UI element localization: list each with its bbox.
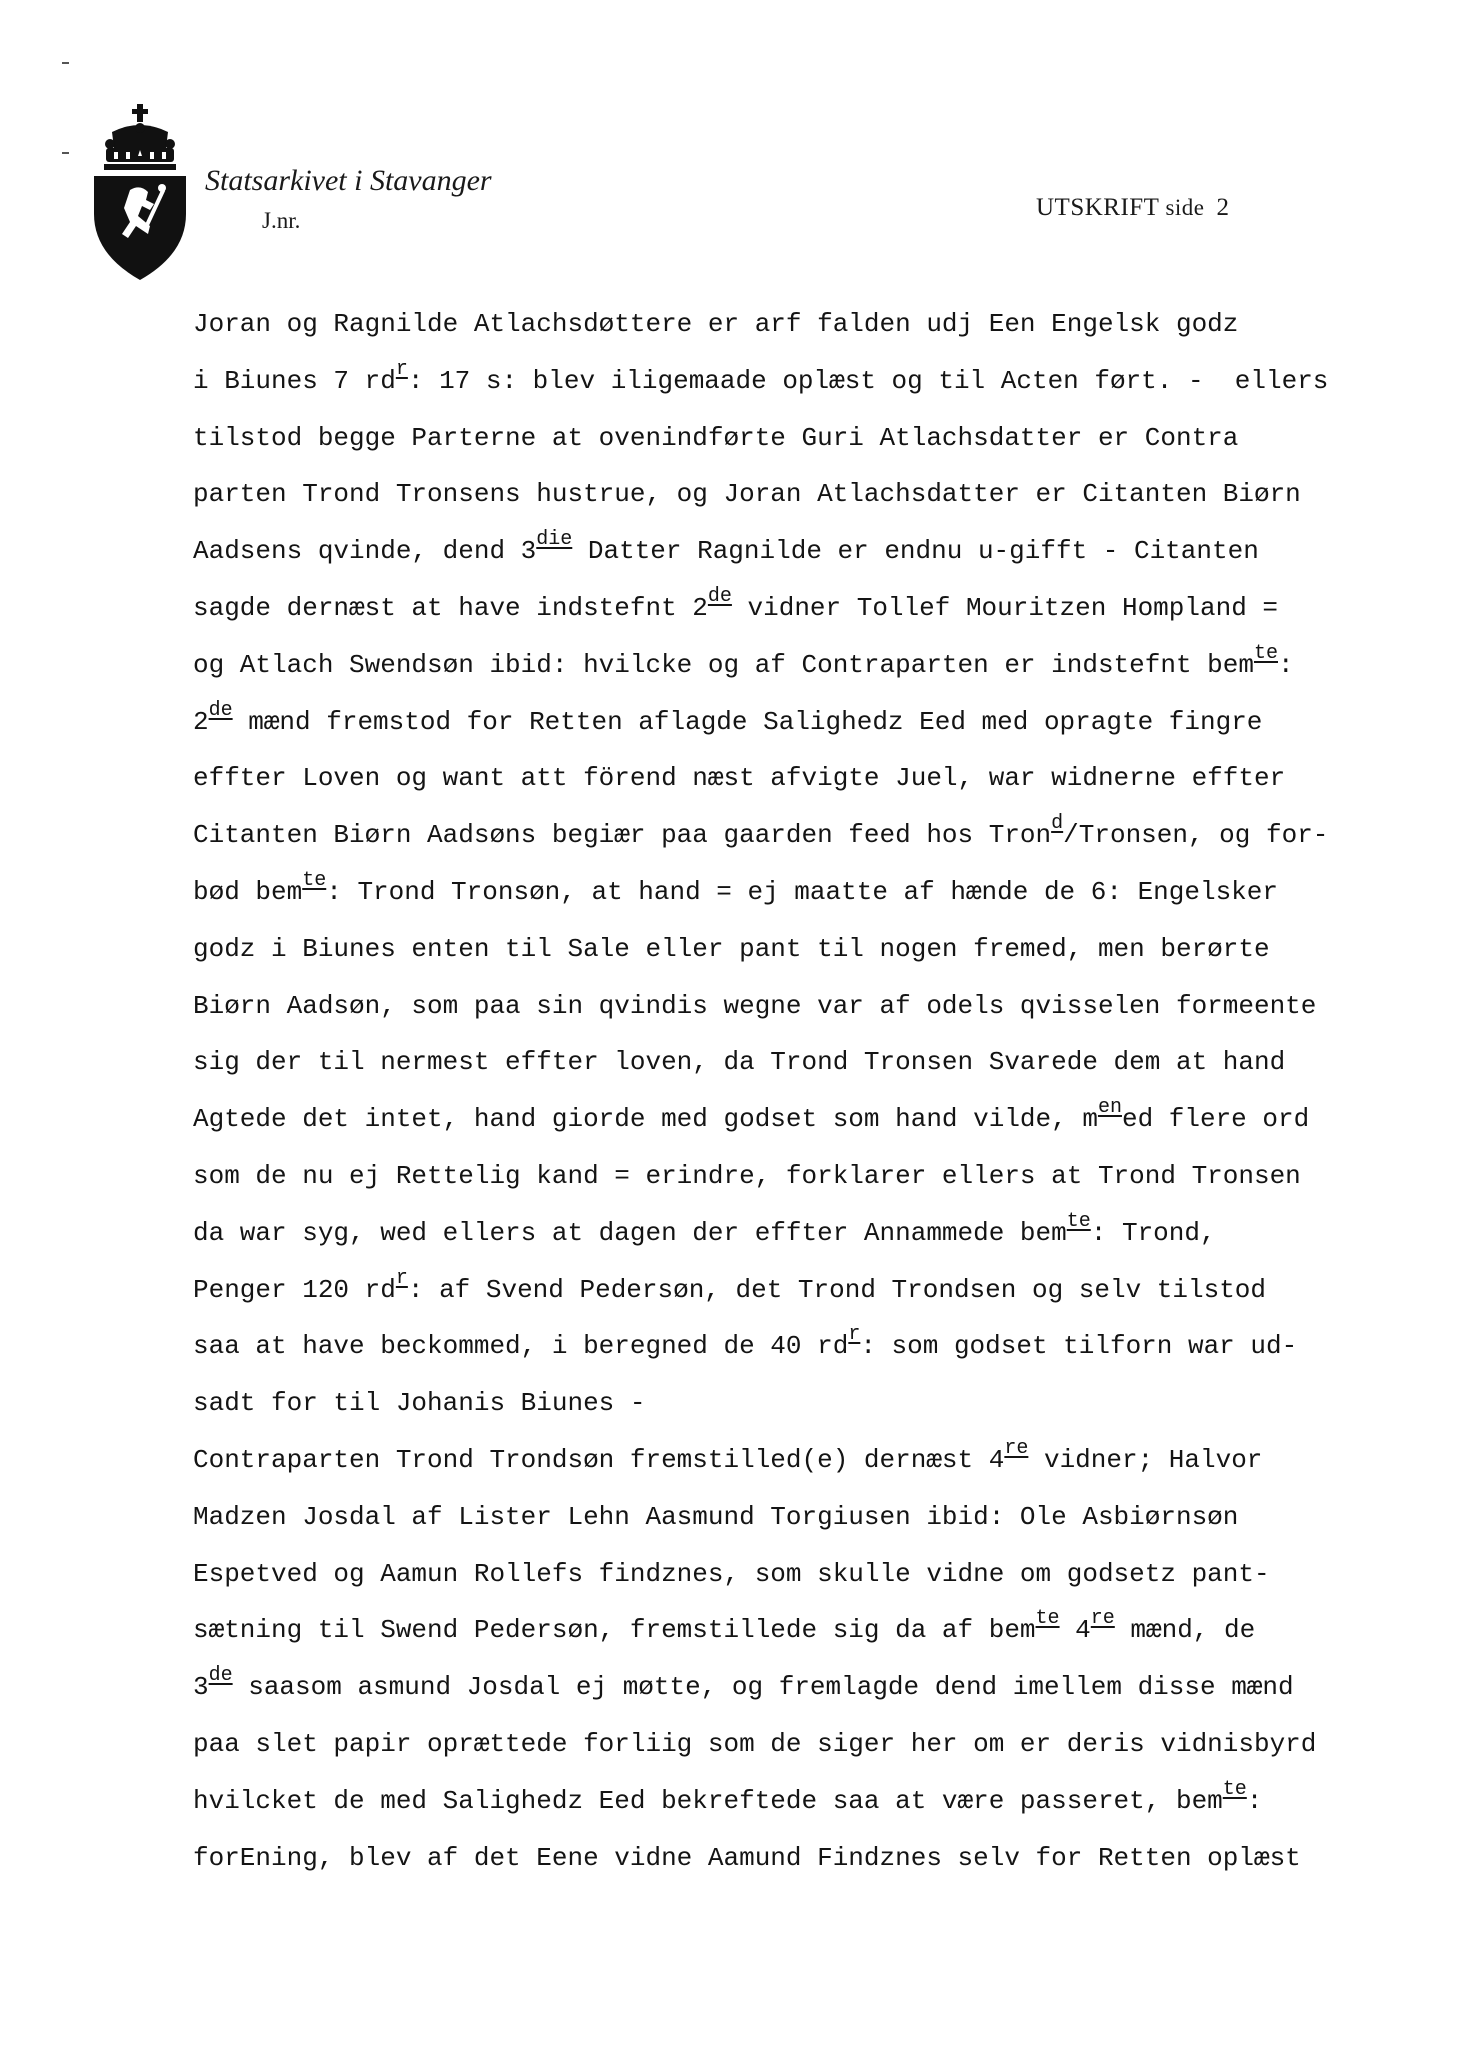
transcript-line <box>193 1489 1443 1546</box>
line-text: : Trond, <box>1090 1217 1216 1248</box>
margin-tick <box>62 62 69 64</box>
transcript-line <box>193 1091 1443 1148</box>
line-text: Citanten Biørn Aadsøns begiær paa gaarden feed hos Tron <box>193 820 1052 851</box>
superscript-abbreviation: en <box>1097 1096 1122 1120</box>
transcript-line <box>193 1034 1443 1091</box>
transcript-line <box>193 410 1443 467</box>
transcript-line <box>193 1432 1443 1489</box>
line-text: Agtede det intet, hand giorde med godset som hand vilde, m <box>193 1104 1098 1135</box>
line-text: Contraparten Trond Trondsøn fremstilled(e) dernæst 4 <box>193 1444 1005 1475</box>
transcript-line <box>193 978 1443 1035</box>
page-number: 2 <box>1216 194 1230 221</box>
line-text: Datter Ragnilde er endnu u-gifft - Citanten <box>572 536 1259 567</box>
line-text: mænd, de <box>1114 1615 1256 1646</box>
transcript-body <box>193 296 1443 1886</box>
line-text: tilstod begge Parterne at ovenindførte Guri Atlachsdatter er Contra <box>193 422 1239 453</box>
transcript-line <box>193 807 1443 864</box>
line-text: da war syg, wed ellers at dagen der effter Annammede bem <box>193 1217 1067 1248</box>
line-text: parten Trond Tronsens hustrue, og Joran Atlachsdatter er Citanten Biørn <box>193 479 1301 510</box>
transcript-line <box>193 580 1443 637</box>
line-text: : <box>1246 1785 1263 1816</box>
page-header-label <box>1036 194 1230 222</box>
transcript-line <box>193 1262 1443 1319</box>
line-text: : <box>1278 649 1294 680</box>
transcript-line <box>193 353 1443 410</box>
archive-name: Statsarkivet i Stavanger <box>205 164 492 197</box>
transcript-line <box>193 921 1443 978</box>
transcript-line <box>193 1148 1443 1205</box>
line-text: Joran og Ragnilde Atlachsdøttere er arf falden udj Een Engelsk godz <box>193 309 1239 339</box>
superscript-abbreviation: re <box>1004 1436 1029 1460</box>
transcript-line <box>193 1318 1443 1375</box>
line-text: : 17 s: blev iligemaade oplæst og til Acten ført. - ellers <box>407 365 1329 396</box>
transcript-line <box>193 1375 1443 1432</box>
superscript-abbreviation: de <box>208 698 233 722</box>
line-text: vidner Tollef Mouritzen Hompland = <box>731 592 1278 623</box>
line-text: mænd fremstod for Retten aflagde Salighedz Eed med opragte fingre <box>232 706 1263 737</box>
line-text: som de nu ej Rettelig kand = erindre, forklarer ellers at Trond Tronsen <box>193 1160 1301 1191</box>
line-text: Espetved og Aamun Rollefs findznes, som skulle vidne om godsetz pant- <box>193 1558 1270 1589</box>
transcript-line <box>193 1602 1443 1659</box>
superscript-abbreviation: de <box>707 584 732 608</box>
superscript-abbreviation: te <box>1066 1209 1091 1233</box>
margin-tick <box>62 152 69 154</box>
line-text: hvilcket de med Salighedz Eed bekreftede saa at være passeret, bem <box>193 1785 1223 1816</box>
line-text: 3 <box>193 1672 209 1703</box>
line-text: Biørn Aadsøn, som paa sin qvindis wegne var af odels qvisselen formeente <box>193 990 1317 1021</box>
line-text: : Trond Tronsøn, at hand = ej maatte af hænde de 6: Engelsker <box>326 876 1278 907</box>
superscript-abbreviation: te <box>302 868 327 892</box>
line-text: 4 <box>1059 1615 1091 1646</box>
line-text: og Atlach Swendsøn ibid: hvilcke og af Contraparten er indstefnt bem <box>193 649 1254 680</box>
line-text: i Biunes 7 rd <box>193 365 396 396</box>
line-text: Penger 120 rd <box>193 1274 396 1305</box>
line-text: saasom asmund Josdal ej møtte, og fremlagde dend imellem disse mænd <box>232 1672 1294 1703</box>
superscript-abbreviation: die <box>536 528 573 552</box>
line-text: Aadsens qvinde, dend 3 <box>193 536 537 567</box>
transcript-line <box>193 1205 1443 1262</box>
superscript-abbreviation: re <box>1090 1607 1115 1631</box>
transcript-line <box>193 1716 1443 1773</box>
line-text: : som godset tilforn war ud- <box>860 1331 1298 1362</box>
line-text: sagde dernæst at have indstefnt 2 <box>193 592 708 623</box>
transcript-line <box>193 1773 1443 1830</box>
superscript-abbreviation: de <box>208 1664 233 1688</box>
line-text: bød bem <box>193 876 303 907</box>
transcript-line <box>193 296 1443 353</box>
superscript-abbreviation: d <box>1051 812 1064 836</box>
line-text: sadt for til Johanis Biunes - <box>193 1388 646 1419</box>
line-text: godz i Biunes enten til Sale eller pant til nogen fremed, men berørte <box>193 933 1270 964</box>
transcript-line <box>193 1546 1443 1603</box>
superscript-abbreviation: te <box>1222 1777 1247 1801</box>
journal-number-label: J.nr. <box>262 208 301 233</box>
transcript-line <box>193 1659 1443 1716</box>
line-text: Madzen Josdal af Lister Lehn Aasmund Torgiusen ibid: Ole Asbiørnsøn <box>193 1501 1239 1532</box>
transcript-line <box>193 523 1443 580</box>
superscript-abbreviation: te <box>1253 641 1278 665</box>
line-text: sætning til Swend Pedersøn, fremstillede sig da af bem <box>193 1615 1036 1646</box>
line-text: /Tronsen, og for- <box>1063 820 1329 851</box>
line-text: 2 <box>193 706 209 737</box>
superscript-abbreviation: r <box>395 357 408 381</box>
transcript-line <box>193 637 1443 694</box>
line-text: forEning, blev af det Eene vidne Aamund Findznes selv for Retten oplæst <box>193 1842 1301 1873</box>
side-label: side <box>1165 195 1205 220</box>
superscript-abbreviation: r <box>848 1323 861 1347</box>
line-text: : af Svend Pedersøn, det Trond Trondsen og selv tilstod <box>407 1274 1266 1305</box>
norwegian-lion-crest-icon <box>92 104 188 282</box>
line-text: ed flere ord <box>1121 1104 1310 1135</box>
line-text: effter Loven og want att förend næst afvigte Juel, war widnerne effter <box>193 763 1286 794</box>
transcript-line <box>193 466 1443 523</box>
transcript-line <box>193 1830 1443 1887</box>
transcript-line <box>193 750 1443 807</box>
transcript-line <box>193 694 1443 751</box>
transcript-line <box>193 864 1443 921</box>
line-text: vidner; Halvor <box>1028 1444 1263 1475</box>
line-text: saa at have beckommed, i beregned de 40 rd <box>193 1331 849 1362</box>
superscript-abbreviation: r <box>395 1266 408 1290</box>
superscript-abbreviation: te <box>1035 1607 1060 1631</box>
line-text: paa slet papir oprættede forliig som de siger her om er deris vidnisbyrd <box>193 1728 1317 1759</box>
utskrift-label: UTSKRIFT <box>1036 194 1160 221</box>
line-text: sig der til nermest effter loven, da Trond Tronsen Svarede dem at hand <box>193 1047 1286 1078</box>
